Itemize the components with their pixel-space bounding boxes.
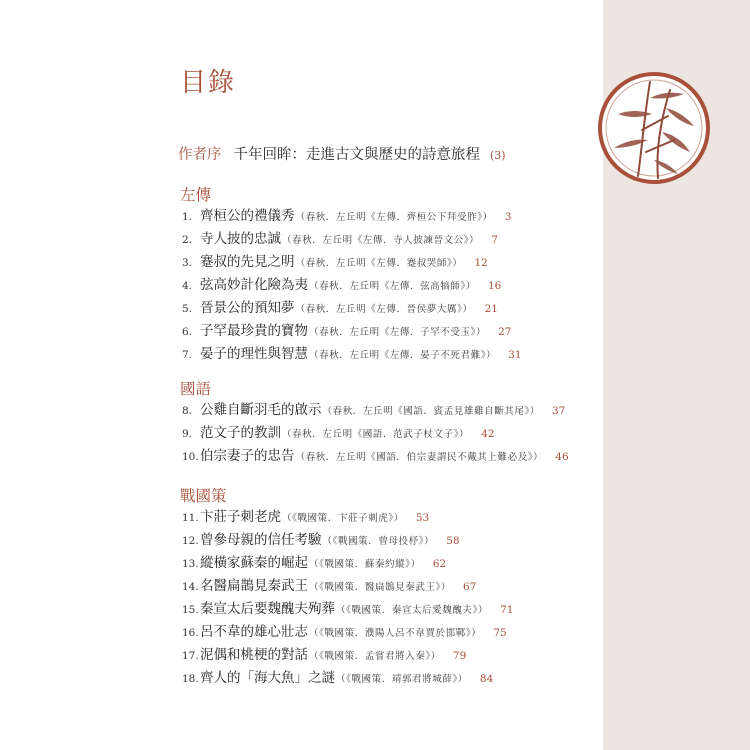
toc-entry[interactable] [182,254,488,272]
entry-number: 17. [182,650,199,662]
entry-source: （《戰國策．濮陽人呂不韋賈於邯鄲》） [309,628,482,639]
entry-number: 5. [182,303,193,315]
entry-page: 53 [415,512,430,524]
toc-entry[interactable] [182,624,507,642]
toc-entry[interactable] [182,402,565,420]
preface-tag: 作者序 [178,147,222,163]
entry-page: 79 [452,650,467,662]
entry-page: 12 [474,257,488,269]
entry-source: （《戰國策．蘇秦約縱》） [309,559,421,570]
toc-entry[interactable] [182,208,511,226]
toc-entry[interactable] [182,425,495,443]
toc-entry[interactable] [182,300,498,318]
entry-title: 秦宣太后要魏醜夫殉葬 [200,601,335,617]
entry-page: 7 [491,234,498,246]
entry-title: 齊人的「海大魚」之謎 [200,670,335,686]
entry-source: （《戰國策．曾母投杼》） [322,536,435,547]
entry-title: 公雞自斷羽毛的啟示 [200,402,322,418]
entry-title: 范文子的教訓 [200,425,281,441]
entry-number: 15. [182,604,199,616]
entry-page: 71 [500,604,514,616]
entry-source: （春秋．左丘明《左傳．寺人披諫晉文公》） [282,235,480,246]
entry-number: 6. [182,326,193,338]
entry-source: （《戰國策．秦宣太后愛魏醜夫》） [336,605,489,616]
page-title: 目錄 [180,68,237,98]
entry-page: 31 [508,349,522,361]
entry-page: 75 [493,627,507,639]
section-title-zuozhuan: 左傳 [180,186,212,204]
entry-source: （春秋．左丘明《國語．范武子杖文子》） [282,429,470,440]
entry-page: 46 [555,451,569,463]
entry-title: 伯宗妻子的忠告 [200,448,295,464]
entry-page: 84 [479,673,494,685]
entry-page: 62 [432,558,447,570]
entry-number: 7. [182,349,193,361]
section-title-zhanguoce: 戰國策 [180,487,227,505]
entry-source: （春秋．左丘明《國語．伯宗妻謂民不戴其上難必及》） [295,452,544,463]
entry-title: 齊桓公的禮儀秀 [200,208,295,224]
toc-entry[interactable] [182,601,513,619]
entry-page: 16 [487,280,502,292]
toc-entry[interactable] [182,277,501,295]
entry-title: 縱橫家蘇秦的崛起 [200,555,308,571]
entry-page: 58 [446,535,460,547]
toc-entry[interactable] [182,647,466,665]
entry-number: 9. [182,428,193,440]
entry-source: （春秋．左丘明《左傳．晏子不死君難》） [309,350,497,361]
entry-title: 曾參母親的信任考驗 [200,532,322,548]
section-title-guoyu: 國語 [180,380,212,398]
entry-number: 4. [182,280,193,292]
entry-source: （《戰國策．卞莊子刺虎》） [282,513,404,524]
entry-number: 8. [182,405,193,417]
entry-source: （《戰國策．靖郭君將城薛》） [336,674,468,685]
entry-page: 21 [484,303,498,315]
entry-number: 2. [182,234,193,246]
entry-title: 名醫扁鵲見秦武王 [200,578,308,594]
toc-entry[interactable] [182,346,522,364]
toc-entry[interactable] [182,448,569,466]
entry-title: 呂不韋的雄心壯志 [200,624,308,640]
entry-page: 67 [463,581,477,593]
entry-number: 3. [182,257,193,269]
entry-page: 27 [498,326,512,338]
toc-entry[interactable] [182,509,429,527]
entry-title: 卞莊子刺老虎 [200,509,281,525]
entry-number: 13. [182,558,199,570]
entry-title: 子罕最珍貴的寶物 [200,323,308,339]
entry-number: 10. [182,451,199,463]
preface-entry[interactable] [178,143,506,164]
preface-title: 千年回眸：走進古文與歷史的詩意旅程 [233,147,480,163]
toc-entry[interactable] [182,231,498,249]
entry-source: （春秋．左丘明《左傳．子罕不受玉》） [309,327,487,338]
entry-title: 泥偶和桃梗的對話 [200,647,308,663]
entry-title: 蹇叔的先見之明 [200,254,295,270]
entry-title: 晏子的理性與智慧 [200,346,308,362]
preface-page: (3) [490,149,506,162]
entry-page: 3 [504,211,512,223]
entry-page: 37 [551,405,566,417]
toc-entry[interactable] [182,532,460,550]
entry-source: （春秋．左丘明《左傳．晉侯夢大厲》） [295,304,473,315]
entry-source: （《戰國策．醫扁鵲見秦武王》） [309,582,452,593]
toc-entry[interactable] [182,578,476,596]
entry-title: 寺人披的忠誠 [200,231,281,247]
entry-source: （《戰國策．孟嘗君將入秦》） [309,651,441,662]
entry-number: 11. [182,512,199,524]
entry-page: 42 [481,428,495,440]
entry-source: （春秋．左丘明《左傳．蹇叔哭師》） [295,258,463,269]
entry-number: 12. [182,535,199,547]
toc-entry[interactable] [182,323,511,341]
entry-number: 18. [182,673,199,685]
entry-source: （春秋．左丘明《左傳．弦高犒師》） [309,281,476,292]
toc-entry[interactable] [182,670,493,688]
entry-title: 弦高妙計化險為夷 [200,277,308,293]
entry-number: 1. [182,211,193,223]
entry-number: 14. [182,581,199,593]
toc-entry[interactable] [182,555,446,573]
bamboo-emblem-icon [594,68,714,188]
entry-title: 晉景公的預知夢 [200,300,295,316]
entry-source: （春秋．左丘明《左傳．齊桓公下拜受胙》） [295,212,493,223]
entry-number: 16. [182,627,199,639]
entry-source: （春秋．左丘明《國語．賓孟見雄雞自斷其尾》） [322,406,540,417]
